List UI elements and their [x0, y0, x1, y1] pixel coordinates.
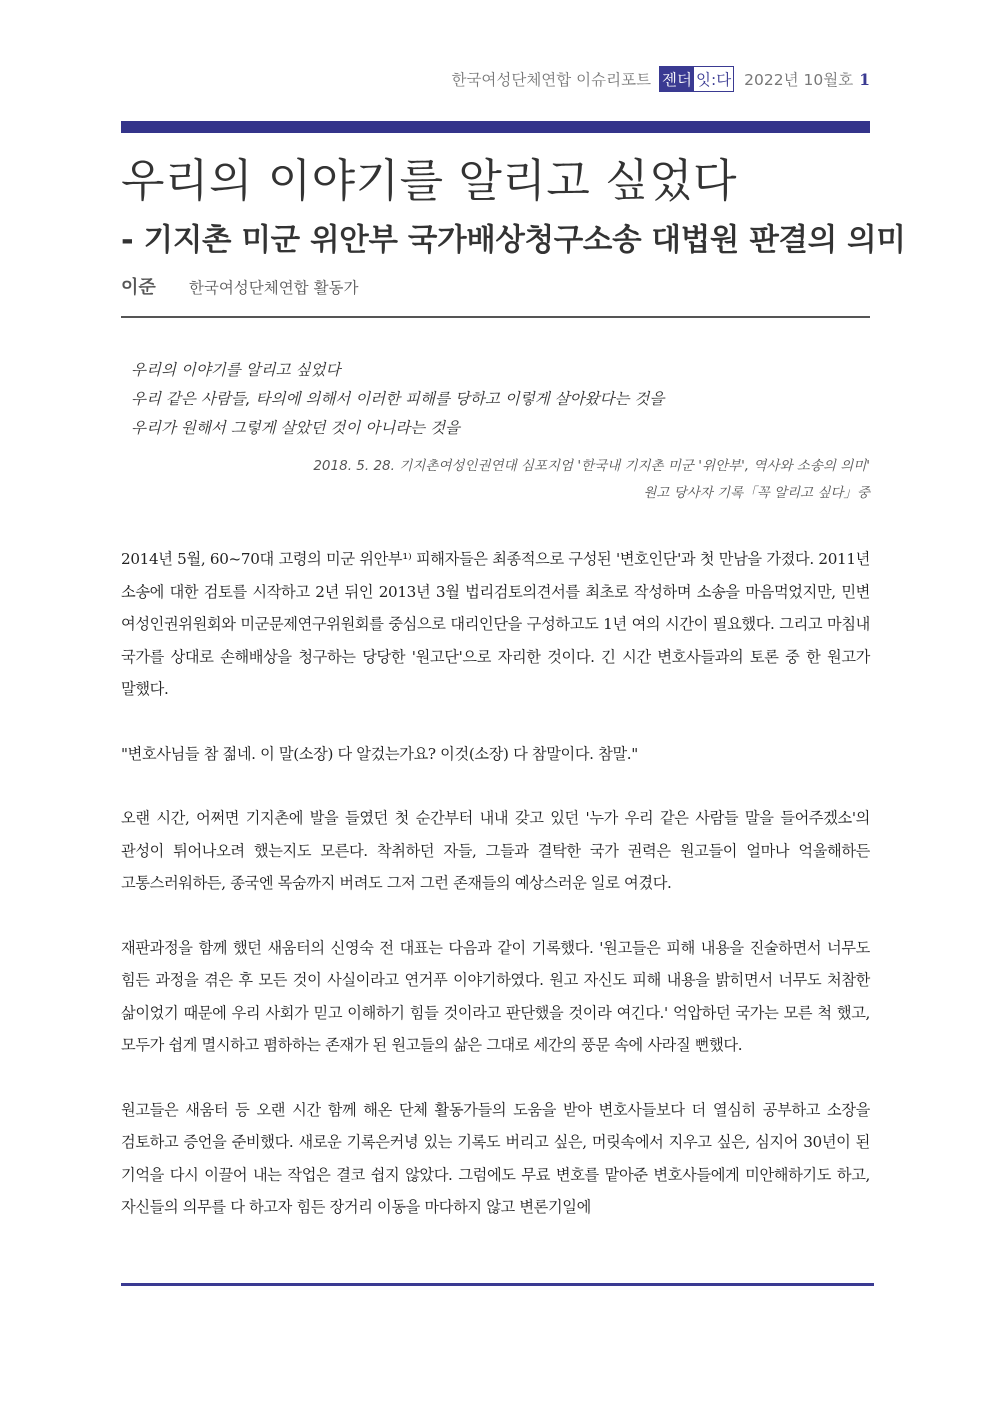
body-paragraph: 2014년 5월, 60~70대 고령의 미군 위안부¹⁾ 피해자들은 최종적으로 구성된 '변호인단'과 첫 만남을 가졌다. 2011년 소송에 대한 검토를 시작하고 2년 뒤인 2013년 3월 법리검토의견서를 최초로 작성하며 소송을 마음먹었지만, 민변 여성인권위원회와 미군문제연구위원회를 중심으로 대리인단을 구성하고도 1년 여의 시간이 필요했다. 그리고 마침내 국가를 상대로 손해배상을 청구하는 당당한 '원고단'으로 자리한 것이다. 긴 시간 변호사들과의 토론 중 한 원고가 말했다.	[121, 550, 870, 698]
footer-rule	[121, 1283, 874, 1286]
epigraph-source	[313, 453, 870, 507]
brand-logo	[659, 66, 734, 92]
brand-part-1: 젠더	[660, 67, 694, 91]
epigraph	[131, 356, 871, 443]
author-name: 이준	[121, 277, 156, 298]
epigraph-line: 우리가 원해서 그렇게 살았던 것이 아니라는 것을	[131, 419, 461, 437]
title-divider	[121, 316, 870, 318]
header-accent-bar	[121, 121, 870, 133]
body-paragraph: 원고들은 새움터 등 오랜 시간 함께 해온 단체 활동가들의 도움을 받아 변호사들보다 더 열심히 공부하고 소장을 검토하고 증언을 준비했다. 새로운 기록은커녕 있는 기록도 버리고 싶은, 머릿속에서 지우고 싶은, 심지어 30년이 된 기억을 다시 이끌어 내는 작업은 결코 쉽지 않았다. 그럼에도 무료 변호를 맡아준 변호사들에게 미안해하기도 하고, 자신들의 의무를 다 하고자 힘든 장거리 이동을 마다하지 않고 변론기일에	[121, 1100, 870, 1216]
byline	[121, 273, 359, 299]
brand-part-2: 잇:다	[694, 67, 733, 91]
body-paragraph: "변호사님들 참 젊네. 이 말(소장) 다 알겄는가요? 이것(소장) 다 참말이다. 참말."	[121, 744, 638, 763]
epigraph-line: 우리 같은 사람들, 타의에 의해서 이러한 피해를 당하고 이렇게 살아왔다는 것을	[131, 390, 665, 408]
source-line: 원고 당사자 기록「꼭 알리고 싶다」중	[643, 485, 870, 501]
author-role: 한국여성단체연합 활동가	[188, 279, 359, 297]
body-paragraph: 재판과정을 함께 했던 새움터의 신영숙 전 대표는 다음과 같이 기록했다. '원고들은 피해 내용을 진술하면서 너무도 힘든 과정을 겪은 후 모든 것이 사실이라고 연거푸 이야기하였다. 원고 자신도 피해 내용을 밝히면서 너무도 처참한 삶이었기 때문에 우리 사회가 믿고 이해하기 힘들 것이라고 판단했을 것이라 여긴다.' 억압하던 국가는 모른 척 했고, 모두가 쉽게 멸시하고 폄하하는 존재가 된 원고들의 삶은 그대로 세간의 풍문 속에 사라질 뻔했다.	[121, 938, 870, 1054]
report-name: 한국여성단체연합 이슈리포트	[451, 71, 652, 89]
page-number: 1	[859, 69, 870, 89]
source-line: 2018. 5. 28. 기지촌여성인권연대 심포지엄 '한국내 기지촌 미군 '위안부', 역사와 소송의 의미'	[313, 458, 870, 474]
epigraph-line: 우리의 이야기를 알리고 싶었다	[131, 361, 341, 379]
article-body	[121, 543, 870, 1256]
article-title: 우리의 이야기를 알리고 싶었다	[121, 154, 738, 207]
issue-date: 2022년 10월호	[744, 71, 854, 89]
article-subtitle: - 기지촌 미군 위안부 국가배상청구소송 대법원 판결의 의미	[121, 223, 906, 258]
page-header	[451, 66, 870, 92]
body-paragraph: 오랜 시간, 어쩌면 기지촌에 발을 들였던 첫 순간부터 내내 갖고 있던 '누가 우리 같은 사람들 말을 들어주겠소'의 관성이 튀어나오려 했는지도 모른다. 착취하던 자들, 그들과 결탁한 국가 권력은 원고들이 얼마나 억울해하든 고통스러워하든, 종국엔 목숨까지 버려도 그저 그런 존재들의 예상스러운 일로 여겼다.	[121, 809, 870, 892]
